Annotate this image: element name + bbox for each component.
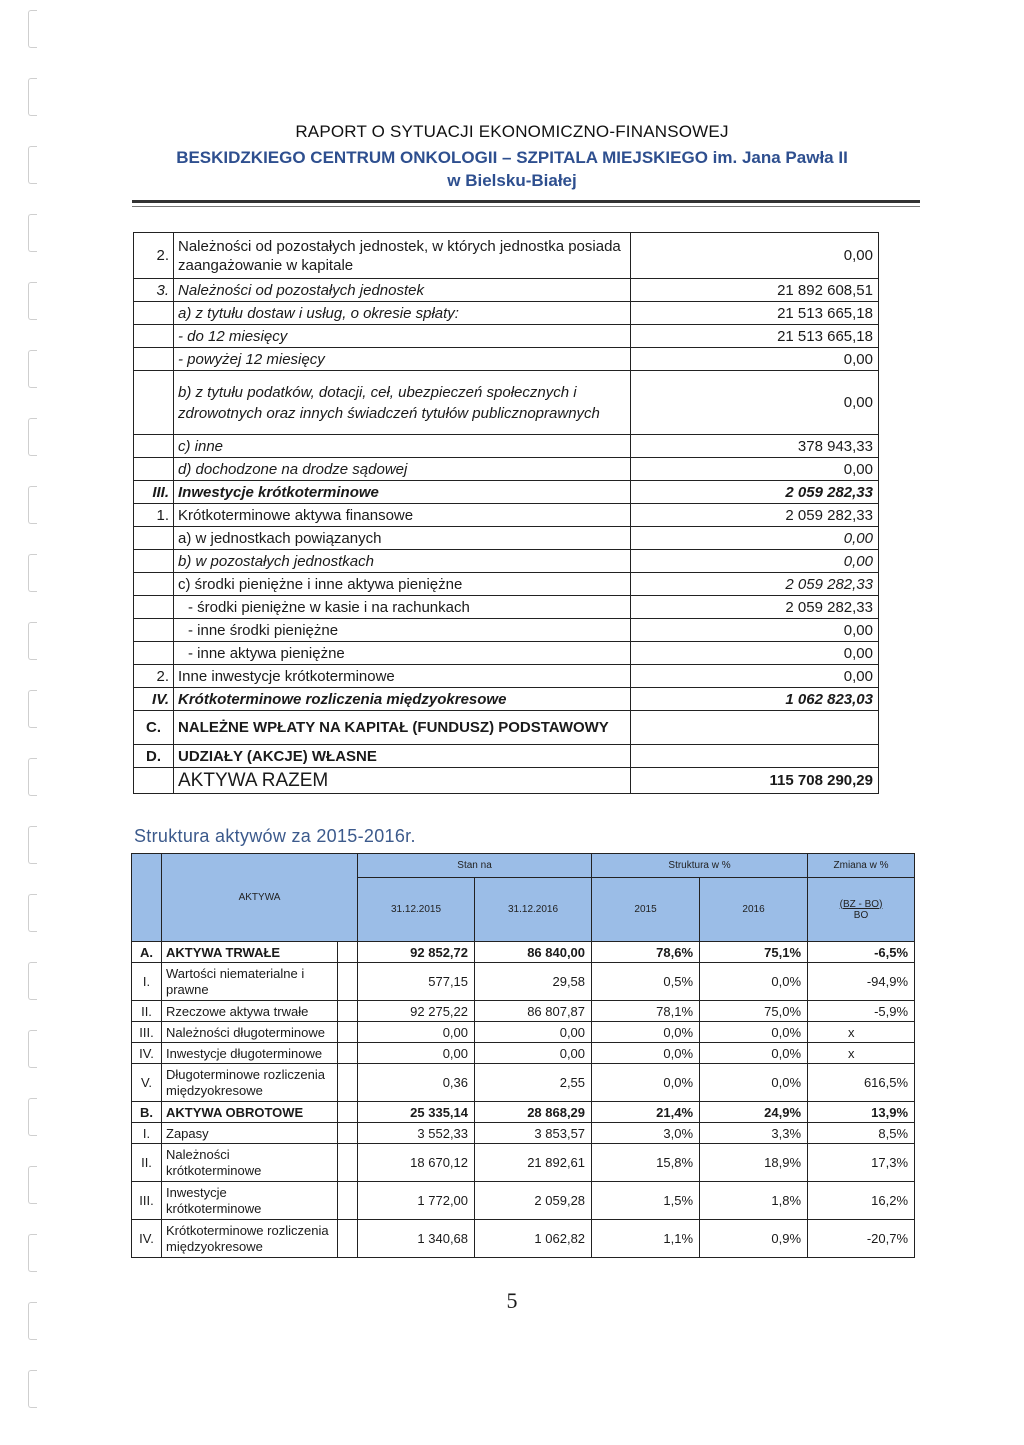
row-lp: C. — [134, 711, 174, 745]
row-value: 0,00 — [631, 665, 879, 688]
row-label: Inne inwestycje krótkoterminowe — [174, 665, 631, 688]
share-2016: 1,8% — [700, 1182, 808, 1220]
table-row — [132, 942, 915, 963]
value-2016: 1 062,82 — [475, 1220, 592, 1258]
spacer-cell — [338, 1001, 358, 1022]
table-row — [132, 1102, 915, 1123]
binder-mark — [28, 690, 37, 728]
row-lp: 3. — [134, 279, 174, 302]
institution-name: BESKIDZKIEGO CENTRUM ONKOLOGII – SZPITALA MIEJSKIEGO im. Jana Pawła II — [176, 148, 848, 167]
share-2016: 75,0% — [700, 1001, 808, 1022]
row-lp: 2. — [134, 233, 174, 279]
table-row — [134, 642, 879, 665]
spacer-cell — [338, 1102, 358, 1123]
header-date-2015: 31.12.2015 — [358, 878, 475, 942]
value-2015: 0,00 — [358, 1043, 475, 1064]
spacer-cell — [338, 1064, 358, 1102]
row-lp — [134, 573, 174, 596]
row-lp — [134, 596, 174, 619]
row-lp: B. — [132, 1102, 162, 1123]
row-lp — [134, 550, 174, 573]
binder-mark — [28, 1370, 37, 1408]
row-lp: IV. — [132, 1043, 162, 1064]
header-struktura: Struktura w % — [592, 854, 808, 878]
row-label: - inne aktywa pieniężne — [174, 642, 631, 665]
value-2015: 18 670,12 — [358, 1144, 475, 1182]
change-pct: x — [808, 1022, 915, 1043]
header-year-2015: 2015 — [592, 878, 700, 942]
row-lp — [134, 527, 174, 550]
share-2015: 21,4% — [592, 1102, 700, 1123]
row-label: d) dochodzone na drodze sądowej — [174, 458, 631, 481]
table-row — [132, 1043, 915, 1064]
row-lp: II. — [132, 1144, 162, 1182]
table-row — [134, 348, 879, 371]
share-2015: 0,0% — [592, 1022, 700, 1043]
table-row — [134, 527, 879, 550]
row-value: 0,00 — [631, 550, 879, 573]
report-title: RAPORT O SYTUACJI EKONOMICZNO-FINANSOWEJ — [295, 122, 729, 141]
value-2016: 28 868,29 — [475, 1102, 592, 1123]
row-label: Krótkoterminowe rozliczenia międzyokresowe — [174, 688, 631, 711]
row-value: 0,00 — [631, 642, 879, 665]
row-label: a) w jednostkach powiązanych — [174, 527, 631, 550]
row-lp: III. — [132, 1022, 162, 1043]
row-lp: II. — [132, 1001, 162, 1022]
row-value — [631, 711, 879, 745]
row-label: Zapasy — [162, 1123, 338, 1144]
binder-mark — [28, 826, 37, 864]
table-row — [134, 371, 879, 435]
share-2016: 0,0% — [700, 963, 808, 1001]
row-value: 0,00 — [631, 527, 879, 550]
table-row — [134, 302, 879, 325]
table-row — [134, 325, 879, 348]
value-2016: 2,55 — [475, 1064, 592, 1102]
spacer-cell — [338, 1220, 358, 1258]
row-lp — [134, 642, 174, 665]
row-label: AKTYWA OBROTOWE — [162, 1102, 338, 1123]
share-2016: 0,0% — [700, 1064, 808, 1102]
share-2016: 18,9% — [700, 1144, 808, 1182]
binder-mark — [28, 1166, 37, 1204]
change-pct: 616,5% — [808, 1064, 915, 1102]
binder-mark — [28, 214, 37, 252]
change-pct: 17,3% — [808, 1144, 915, 1182]
share-2015: 15,8% — [592, 1144, 700, 1182]
row-value — [631, 745, 879, 768]
row-label: Krótkoterminowe rozliczenia międzyokresowe — [162, 1220, 338, 1258]
structure-title: Struktura aktywów za 2015-2016r. — [134, 826, 416, 846]
binder-mark — [28, 486, 37, 524]
binder-mark — [28, 1098, 37, 1136]
table-row — [132, 1123, 915, 1144]
row-lp — [134, 325, 174, 348]
row-label: Rzeczowe aktywa trwałe — [162, 1001, 338, 1022]
change-pct: -94,9% — [808, 963, 915, 1001]
row-lp — [134, 458, 174, 481]
row-lp: I. — [132, 1123, 162, 1144]
report-header — [0, 122, 1024, 191]
value-2016: 0,00 — [475, 1043, 592, 1064]
row-lp — [134, 768, 174, 794]
table-row — [134, 596, 879, 619]
row-value: 0,00 — [631, 371, 879, 435]
row-label: - inne środki pieniężne — [174, 619, 631, 642]
table-row — [132, 1144, 915, 1182]
row-value: 2 059 282,33 — [631, 504, 879, 527]
row-lp — [134, 435, 174, 458]
table-row — [134, 481, 879, 504]
table-row — [134, 688, 879, 711]
row-lp: D. — [134, 745, 174, 768]
table-row — [134, 435, 879, 458]
page-number: 5 — [506, 1288, 518, 1313]
table-row — [132, 1022, 915, 1043]
header-rule — [132, 200, 920, 203]
row-lp: IV. — [132, 1220, 162, 1258]
row-label: Należności od pozostałych jednostek, w których jednostka posiada zaangażowanie w kapitale — [174, 233, 631, 279]
table-row — [134, 745, 879, 768]
row-label: NALEŻNE WPŁATY NA KAPITAŁ (FUNDUSZ) PODSTAWOWY — [174, 711, 631, 745]
row-label: b) w pozostałych jednostkach — [174, 550, 631, 573]
value-2015: 0,36 — [358, 1064, 475, 1102]
row-label: - do 12 miesięcy — [174, 325, 631, 348]
row-label: - środki pieniężne w kasie i na rachunkach — [174, 596, 631, 619]
spacer-cell — [338, 942, 358, 963]
spacer-cell — [338, 963, 358, 1001]
row-label: c) środki pieniężne i inne aktywa pieniężne — [174, 573, 631, 596]
row-lp: I. — [132, 963, 162, 1001]
value-2015: 92 852,72 — [358, 942, 475, 963]
share-2016: 3,3% — [700, 1123, 808, 1144]
binder-mark — [28, 1030, 37, 1068]
share-2015: 1,1% — [592, 1220, 700, 1258]
row-label: Inwestycje długoterminowe — [162, 1043, 338, 1064]
row-label: Długoterminowe rozliczenia międzyokresowe — [162, 1064, 338, 1102]
value-2015: 577,15 — [358, 963, 475, 1001]
row-value: 115 708 290,29 — [631, 768, 879, 794]
table-row — [132, 1182, 915, 1220]
binder-mark — [28, 554, 37, 592]
row-value: 2 059 282,33 — [631, 596, 879, 619]
share-2015: 0,5% — [592, 963, 700, 1001]
row-value: 21 513 665,18 — [631, 325, 879, 348]
table-row — [132, 1001, 915, 1022]
row-label: Wartości niematerialne i prawne — [162, 963, 338, 1001]
change-pct: 16,2% — [808, 1182, 915, 1220]
row-label: c) inne — [174, 435, 631, 458]
value-2016: 3 853,57 — [475, 1123, 592, 1144]
change-pct: -6,5% — [808, 942, 915, 963]
table-row — [134, 504, 879, 527]
share-2015: 3,0% — [592, 1123, 700, 1144]
binder-mark — [28, 78, 37, 116]
value-2016: 86 807,87 — [475, 1001, 592, 1022]
header-row — [132, 854, 915, 878]
value-2016: 0,00 — [475, 1022, 592, 1043]
row-label: a) z tytułu dostaw i usług, o okresie spłaty: — [174, 302, 631, 325]
share-2015: 78,6% — [592, 942, 700, 963]
spacer-cell — [338, 1144, 358, 1182]
table-row — [134, 233, 879, 279]
value-2015: 92 275,22 — [358, 1001, 475, 1022]
table-row — [134, 768, 879, 794]
value-2016: 29,58 — [475, 963, 592, 1001]
share-2015: 78,1% — [592, 1001, 700, 1022]
share-2016: 24,9% — [700, 1102, 808, 1123]
table-row — [134, 550, 879, 573]
row-lp — [134, 371, 174, 435]
header-year-2016: 2016 — [700, 878, 808, 942]
row-label: Inwestycje krótkoterminowe — [174, 481, 631, 504]
spacer-cell — [338, 1043, 358, 1064]
binder-mark — [28, 622, 37, 660]
formula-denominator: BO — [853, 909, 869, 921]
header-aktywa: AKTYWA — [162, 854, 358, 942]
row-label: Krótkoterminowe aktywa finansowe — [174, 504, 631, 527]
binder-mark — [28, 894, 37, 932]
value-2016: 2 059,28 — [475, 1182, 592, 1220]
row-value: 21 892 608,51 — [631, 279, 879, 302]
share-2016: 75,1% — [700, 942, 808, 963]
row-label: Należności od pozostałych jednostek — [174, 279, 631, 302]
row-label: Inwestycje krótkoterminowe — [162, 1182, 338, 1220]
change-pct: -20,7% — [808, 1220, 915, 1258]
row-label: AKTYWA TRWAŁE — [162, 942, 338, 963]
binder-mark — [28, 418, 37, 456]
row-lp: III. — [134, 481, 174, 504]
row-lp: IV. — [134, 688, 174, 711]
binder-mark — [28, 1234, 37, 1272]
change-pct: -5,9% — [808, 1001, 915, 1022]
header-stan-na: Stan na — [358, 854, 592, 878]
share-2015: 1,5% — [592, 1182, 700, 1220]
table-row — [134, 279, 879, 302]
binder-mark — [28, 282, 37, 320]
row-label: Należności długoterminowe — [162, 1022, 338, 1043]
table-row — [132, 1064, 915, 1102]
table-row — [132, 1220, 915, 1258]
change-pct: 13,9% — [808, 1102, 915, 1123]
value-2015: 25 335,14 — [358, 1102, 475, 1123]
header-date-2016: 31.12.2016 — [475, 878, 592, 942]
row-value: 2 059 282,33 — [631, 481, 879, 504]
share-2016: 0,0% — [700, 1022, 808, 1043]
row-lp — [134, 302, 174, 325]
row-lp: V. — [132, 1064, 162, 1102]
table-row — [134, 665, 879, 688]
row-value: 21 513 665,18 — [631, 302, 879, 325]
row-value: 0,00 — [631, 458, 879, 481]
table-row — [134, 458, 879, 481]
row-label: AKTYWA RAZEM — [174, 768, 631, 794]
share-2015: 0,0% — [592, 1064, 700, 1102]
row-value: 0,00 — [631, 233, 879, 279]
binder-mark — [28, 758, 37, 796]
header-empty — [132, 854, 162, 942]
row-lp: A. — [132, 942, 162, 963]
row-label: Należności krótkoterminowe — [162, 1144, 338, 1182]
value-2015: 1 340,68 — [358, 1220, 475, 1258]
share-2016: 0,9% — [700, 1220, 808, 1258]
row-label: b) z tytułu podatków, dotacji, ceł, ubezpieczeń społecznych i zdrowotnych oraz innych świadczeń tytułów publicznoprawnych — [174, 371, 631, 435]
institution-city: w Bielsku-Białej — [447, 171, 577, 190]
header-rule-thin — [132, 206, 920, 207]
row-value: 0,00 — [631, 619, 879, 642]
header-formula — [808, 878, 915, 942]
row-value: 378 943,33 — [631, 435, 879, 458]
header-zmiana: Zmiana w % — [808, 854, 915, 878]
table-row — [134, 619, 879, 642]
row-value: 1 062 823,03 — [631, 688, 879, 711]
row-lp: 1. — [134, 504, 174, 527]
formula-numerator: (BZ - BO) — [839, 898, 883, 910]
value-2015: 0,00 — [358, 1022, 475, 1043]
value-2015: 1 772,00 — [358, 1182, 475, 1220]
row-value: 2 059 282,33 — [631, 573, 879, 596]
share-2015: 0,0% — [592, 1043, 700, 1064]
change-pct: 8,5% — [808, 1123, 915, 1144]
spacer-cell — [338, 1182, 358, 1220]
binder-mark — [28, 10, 37, 48]
row-lp — [134, 619, 174, 642]
share-2016: 0,0% — [700, 1043, 808, 1064]
row-label: UDZIAŁY (AKCJE) WŁASNE — [174, 745, 631, 768]
assets-table — [133, 232, 879, 794]
structure-table — [131, 853, 915, 1258]
value-2015: 3 552,33 — [358, 1123, 475, 1144]
binder-mark — [28, 962, 37, 1000]
spacer-cell — [338, 1022, 358, 1043]
binder-mark — [28, 350, 37, 388]
row-lp: III. — [132, 1182, 162, 1220]
row-lp — [134, 348, 174, 371]
change-pct: x — [808, 1043, 915, 1064]
value-2016: 21 892,61 — [475, 1144, 592, 1182]
value-2016: 86 840,00 — [475, 942, 592, 963]
row-value: 0,00 — [631, 348, 879, 371]
spacer-cell — [338, 1123, 358, 1144]
table-row — [134, 573, 879, 596]
row-lp: 2. — [134, 665, 174, 688]
row-label: - powyżej 12 miesięcy — [174, 348, 631, 371]
table-row — [132, 963, 915, 1001]
table-row — [134, 711, 879, 745]
